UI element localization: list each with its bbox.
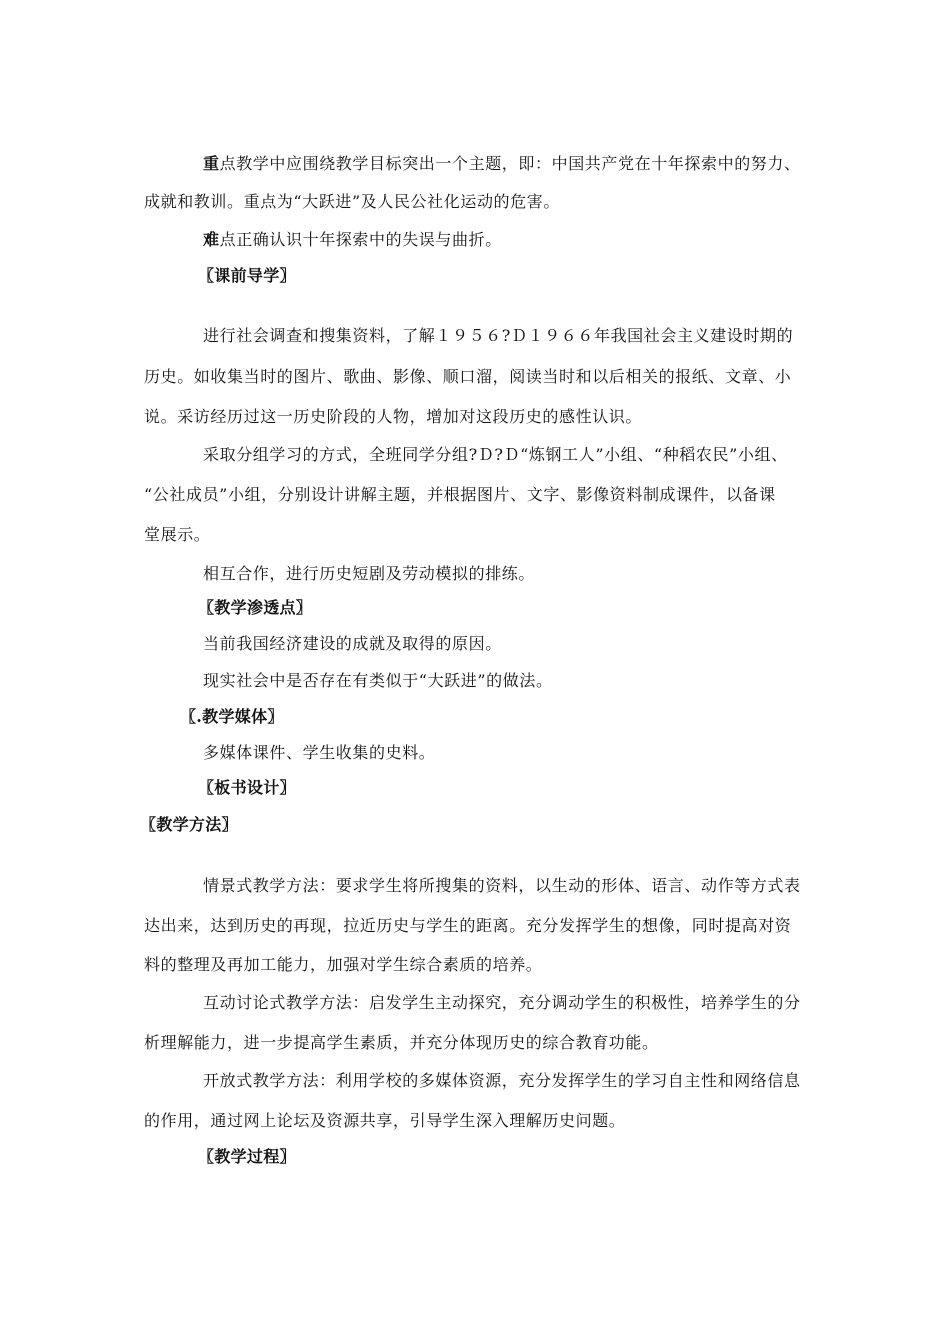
preclass-heading: 〖课前导学〗 bbox=[198, 266, 296, 285]
methods-p2-line-1: 互动讨论式教学方法：启发学生主动探究，充分调动学生的积极性，培养学生的分 bbox=[203, 993, 801, 1012]
infiltration-p1: 当前我国经济建设的成就及取得的原因。 bbox=[203, 634, 502, 653]
methods-p3-line-2: 的作用，通过网上论坛及资源共享，引导学生深入理解历史问题。 bbox=[144, 1111, 626, 1130]
methods-p1-line-2: 达出来，达到历史的再现，拉近历史与学生的距离。充分发挥学生的想像，同时提高对资 bbox=[144, 916, 792, 935]
preclass-p2-line-3: 堂展示。 bbox=[144, 525, 211, 544]
media-p1: 多媒体课件、学生收集的史料。 bbox=[203, 743, 436, 762]
methods-p1-line-1: 情景式教学方法：要求学生将所搜集的资料，以生动的形体、语言、动作等方式表 bbox=[203, 876, 801, 895]
focus-line-2: 成就和教训。重点为“大跃进”及人民公社化运动的危害。 bbox=[144, 192, 560, 211]
preclass-p1-line-2: 历史。如收集当时的图片、歌曲、影像、顺口溜，阅读当时和以后相关的报纸、文章、小 bbox=[144, 367, 792, 386]
difficulty-lead-char: 难 bbox=[203, 230, 220, 249]
preclass-p2-line-2: “公社成员”小组，分别设计讲解主题，并根据图片、文字、影像资料制成课件，以备课 bbox=[144, 485, 776, 504]
methods-p2-line-2: 析理解能力，进一步提高学生素质，并充分体现历史的综合教育功能。 bbox=[144, 1033, 659, 1052]
difficulty-text: 点正确认识十年探索中的失误与曲折。 bbox=[219, 230, 502, 249]
preclass-p1-line-1: 进行社会调查和搜集资料，了解１９５６?Ｄ１９６６年我国社会主义建设时期的 bbox=[203, 326, 794, 345]
preclass-p3: 相互合作，进行历史短剧及劳动模拟的排练。 bbox=[203, 564, 536, 583]
difficulty-line bbox=[203, 230, 502, 250]
methods-p1-line-3: 料的整理及再加工能力，加强对学生综合素质的培养。 bbox=[144, 955, 543, 974]
media-heading: 〖.教学媒体〗 bbox=[180, 707, 284, 726]
preclass-p2-line-1: 采取分组学习的方式，全班同学分组?Ｄ?Ｄ“炼钢工人”小组、“种稻农民”小组、 bbox=[203, 445, 788, 464]
preclass-p1-line-3: 说。采访经历过这一历史阶段的人物，增加对这段历史的感性认识。 bbox=[144, 407, 643, 426]
focus-lead-char: 重 bbox=[203, 154, 220, 173]
process-heading: 〖教学过程〗 bbox=[198, 1147, 296, 1166]
focus-line-1 bbox=[203, 154, 801, 174]
infiltration-p2: 现实社会中是否存在有类似于“大跃进”的做法。 bbox=[203, 671, 553, 690]
methods-heading: 〖教学方法〗 bbox=[140, 815, 238, 834]
infiltration-heading: 〖教学渗透点〗 bbox=[198, 598, 313, 617]
board-heading: 〖板书设计〗 bbox=[198, 778, 296, 797]
methods-p3-line-1: 开放式教学方法：利用学校的多媒体资源，充分发挥学生的学习自主性和网络信息 bbox=[203, 1071, 801, 1090]
focus-line-1-text: 点教学中应围绕教学目标突出一个主题，即：中国共产党在十年探索中的努力、 bbox=[219, 154, 801, 173]
